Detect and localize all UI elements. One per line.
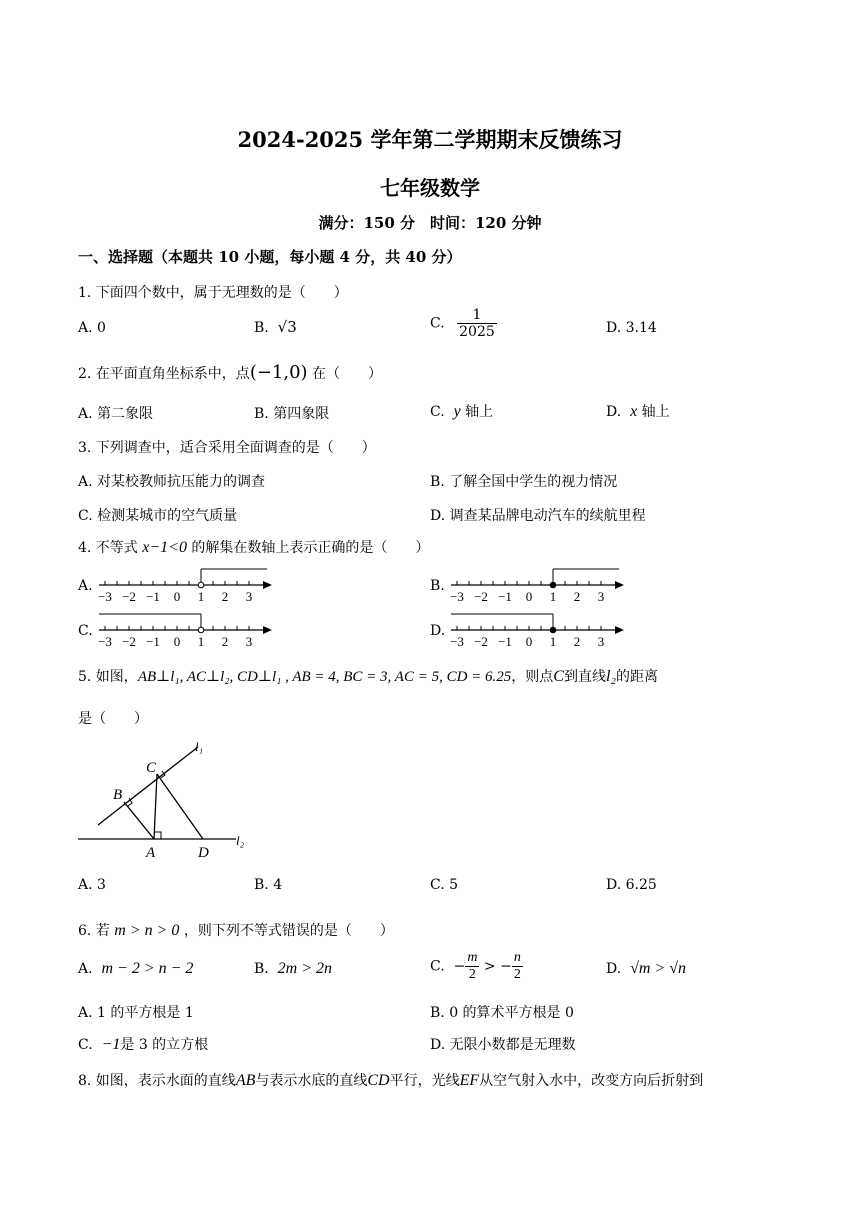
q5-stem: 5. 如图，AB⊥l₁, AC⊥l₂, CD⊥l₁ , AB = 4, BC = 3, AC = 5, CD = 6.25，则点C到直线l₂的距离 — [78, 668, 658, 685]
segment-ab — [124, 802, 154, 839]
q3-option-c: C. 检测某城市的空气质量 — [78, 508, 238, 524]
tick-label: 1 — [549, 634, 557, 649]
label-l1: l₁ — [195, 739, 204, 754]
q1-option-b: B. √3 — [254, 318, 297, 336]
tick-label: 1 — [197, 589, 205, 604]
tick-label: 1 — [197, 634, 205, 649]
tick-label: −2 — [122, 634, 136, 649]
q2-option-d: D. x 轴上 — [606, 403, 670, 420]
tick-label: 0 — [173, 634, 181, 649]
q6-option-a: A. m − 2 > n − 2 — [78, 960, 194, 977]
q7-option-b: B. 0 的算术平方根是 0 — [430, 1005, 574, 1021]
tick-label: 0 — [173, 589, 181, 604]
closed-point — [550, 582, 556, 588]
tick-label: −2 — [474, 589, 488, 604]
q3-option-a: A. 对某校教师抗压能力的调查 — [78, 474, 266, 490]
q4-stem: 4. 不等式 x−1<0 的解集在数轴上表示正确的是（ ） — [78, 539, 430, 556]
q6-c-num2: n — [512, 950, 523, 967]
q2-point: (−1,0) — [249, 362, 308, 383]
q4-option-d-label: D. — [430, 623, 446, 639]
q1-option-d: D. 3.14 — [606, 320, 657, 336]
q1-c-denominator: 2025 — [459, 324, 495, 341]
tick-label: −1 — [146, 634, 160, 649]
tick-label: −1 — [498, 589, 512, 604]
label-l2: l₂ — [236, 833, 245, 848]
tick-label: 1 — [549, 589, 557, 604]
line-l1 — [98, 747, 198, 825]
q5-option-b: B. 4 — [254, 877, 283, 893]
q8-stem: 8. 如图，表示水面的直线AB与表示水底的直线CD平行，光线EF从空气射入水中，改变方向后折射到 — [78, 1072, 704, 1089]
axis-arrow — [263, 626, 272, 634]
q1-option-a: A. 0 — [78, 320, 106, 336]
q2-option-a: A. 第二象限 — [78, 406, 154, 422]
q4-option-a-label: A. — [78, 578, 93, 594]
label-c: C — [146, 760, 157, 776]
q5-option-a: A. 3 — [78, 877, 106, 893]
tick-label: 0 — [525, 634, 533, 649]
label-b: B — [113, 787, 123, 803]
q7-option-a: A. 1 的平方根是 1 — [78, 1005, 194, 1021]
q6-option-b: B. 2m > 2n — [254, 960, 333, 977]
tick-label: −3 — [98, 634, 112, 649]
q4-numberline-c — [95, 608, 275, 650]
q7-option-d: D. 无限小数都是无理数 — [430, 1037, 576, 1053]
closed-point — [550, 627, 556, 633]
q2-option-c: C. y 轴上 — [430, 403, 494, 420]
q3-stem: 3. 下列调查中，适合采用全面调查的是（ ） — [78, 440, 376, 456]
tick-label: 3 — [245, 589, 253, 604]
q4-numberline-b — [447, 563, 627, 605]
axis-arrow — [263, 581, 272, 589]
right-angle-a — [154, 832, 161, 839]
q5-stem-line2: 是（ ） — [78, 711, 148, 727]
label-d: D — [198, 845, 209, 861]
q5-option-c: C. 5 — [430, 877, 459, 893]
q7-option-c: C. −1是 3 的立方根 — [78, 1036, 209, 1053]
tick-label: −2 — [122, 589, 136, 604]
tick-label: 0 — [525, 589, 533, 604]
q1-b-expr: √3 — [277, 318, 297, 336]
paper-info: 满分：150 分 时间：120 分钟 — [318, 214, 542, 232]
q4-option-b-label: B. — [430, 578, 445, 594]
tick-label: 2 — [221, 589, 229, 604]
section-heading: 一、选择题（本题共 10 小题，每小题 4 分，共 40 分） — [78, 248, 462, 266]
tick-label: 3 — [597, 589, 605, 604]
tick-label: 2 — [221, 634, 229, 649]
tick-label: −1 — [146, 589, 160, 604]
q6-option-d: D. √m > √n — [606, 960, 687, 977]
q2-option-b: B. 第四象限 — [254, 406, 330, 422]
q4-inequality: x−1<0 — [142, 539, 187, 556]
tick-label: −3 — [450, 589, 464, 604]
tick-label: 3 — [245, 634, 253, 649]
q6-option-c: C. − $\frac{m}{2}$ > − $\frac{n}{2}$ — [430, 950, 521, 983]
paper-title: 2024-2025 学年第二学期期末反馈练习 — [237, 127, 623, 152]
q2-stem: 2. 在平面直角坐标系中，点(−1,0) 在（ ） — [78, 362, 383, 383]
q1-stem: 1. 下面四个数中，属于无理数的是（ ） — [78, 285, 348, 301]
open-point — [198, 627, 204, 633]
tick-label: 2 — [573, 589, 581, 604]
tick-label: 3 — [597, 634, 605, 649]
axis-arrow — [615, 626, 624, 634]
paper-subtitle: 七年级数学 — [380, 176, 480, 200]
q1-c-numerator: 1 — [457, 307, 497, 324]
tick-label: −3 — [98, 589, 112, 604]
axis-arrow — [615, 581, 624, 589]
label-a: A — [146, 845, 156, 861]
q4-numberline-a — [95, 563, 275, 605]
q6-condition: m > n > 0 — [114, 922, 180, 939]
segment-ac — [154, 774, 157, 839]
tick-label: 2 — [573, 634, 581, 649]
q6-stem: 6. 若 m > n > 0 ，则下列不等式错误的是（ ） — [78, 922, 394, 939]
tick-label: −2 — [474, 634, 488, 649]
tick-label: −1 — [498, 634, 512, 649]
q4-numberline-d — [447, 608, 627, 650]
q3-option-b: B. 了解全国中学生的视力情况 — [430, 474, 618, 490]
segment-cd — [157, 774, 203, 839]
q5-figure — [70, 735, 260, 865]
q4-option-c-label: C. — [78, 623, 93, 639]
tick-label: −3 — [450, 634, 464, 649]
q5-conditions: AB⊥l₁, AC⊥l₂, CD⊥l₁ , AB = 4, BC = 3, AC = 5, CD = 6.25 — [137, 669, 512, 685]
q3-option-d: D. 调查某品牌电动汽车的续航里程 — [430, 508, 646, 524]
q1-option-c: C. $\frac{1}{2025}$ — [430, 307, 495, 341]
q6-c-num1: m — [465, 950, 479, 967]
q5-option-d: D. 6.25 — [606, 877, 657, 893]
open-point — [198, 582, 204, 588]
